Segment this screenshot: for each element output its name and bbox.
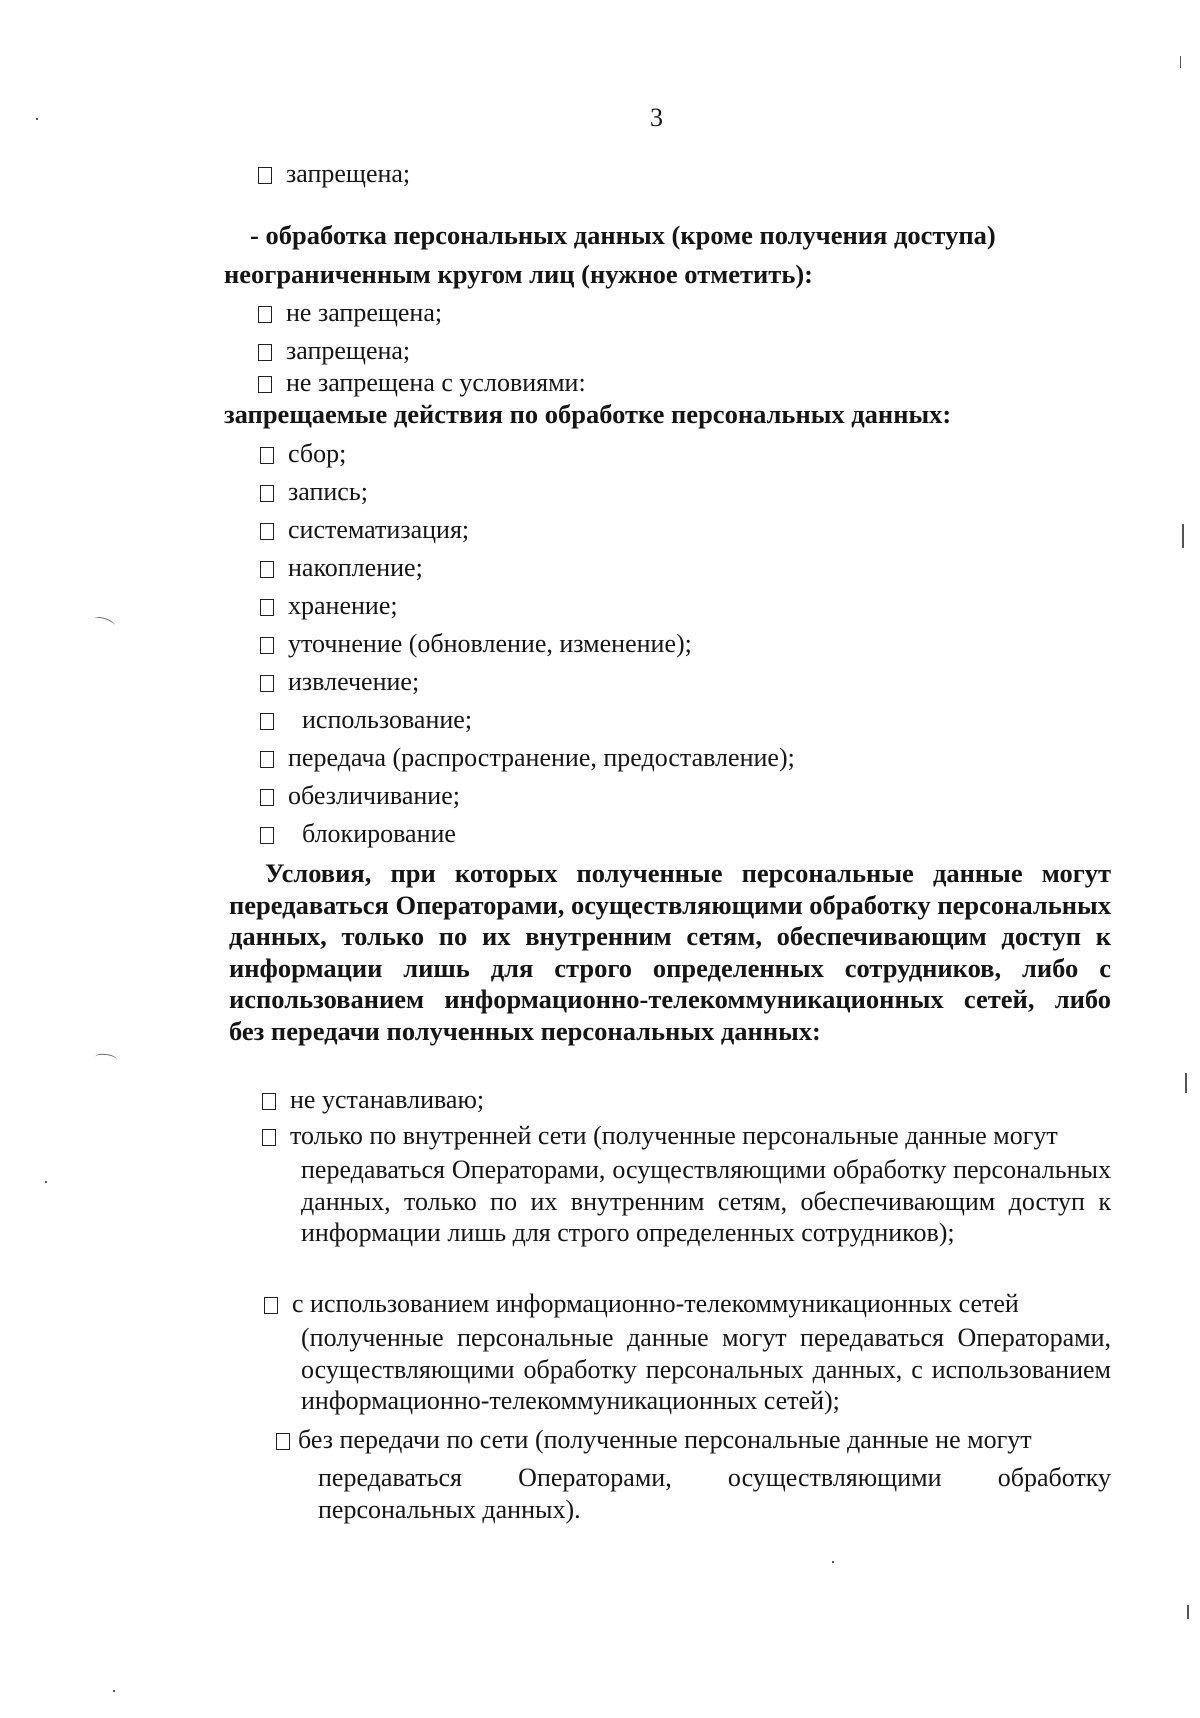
prohibited-actions-heading: запрещаемые действия по обработке персональных данных: [224, 399, 952, 429]
checkbox-label: не устанавливаю; [290, 1085, 485, 1114]
checkbox-icon[interactable] [276, 1433, 290, 1450]
checkbox-label: передача (распространение, предоставление); [288, 743, 795, 772]
scan-mark [832, 1561, 834, 1563]
scan-mark [45, 1181, 47, 1183]
checkbox-label: запрещена; [286, 159, 411, 188]
checkbox-icon[interactable] [260, 599, 274, 616]
checkbox-item[interactable] [260, 817, 456, 851]
option-description: (полученные персональные данные могут передаваться Операторами, осуществляющими обработку персональных данных, с использованием информационно-телекоммуникационных сетей); [301, 1323, 1111, 1415]
transfer-conditions-heading: Условия, при которых полученные персональные данные могут передаваться Операторами, осуществляющими обработку персональных данных, только по их внутренним сетям, обеспечивающим доступ к информации лишь для строго определенных сотрудников, либо с использованием информационно-телекоммуникационных сетей, либо без передачи полученных персональных данных: [229, 858, 1111, 1046]
processing-heading-line2: неограниченным кругом лиц (нужное отметить): [224, 259, 813, 289]
checkbox-item[interactable] [260, 475, 368, 509]
checkbox-item[interactable] [260, 551, 423, 585]
checkbox-item[interactable] [260, 665, 419, 699]
checkbox-item[interactable] [260, 513, 469, 547]
checkbox-icon[interactable] [260, 751, 274, 768]
checkbox-label: с использованием информационно-телекоммуникационных сетей [292, 1289, 1019, 1318]
checkbox-item[interactable] [260, 703, 472, 737]
checkbox-label: запись; [288, 477, 368, 506]
checkbox-label: только по внутренней сети (полученные персональные данные могут [290, 1121, 1058, 1150]
checkbox-label: использование; [302, 705, 473, 734]
checkbox-item[interactable] [260, 589, 398, 623]
checkbox-item[interactable] [258, 157, 410, 191]
checkbox-icon[interactable] [258, 167, 272, 184]
checkbox-label: не запрещена; [286, 298, 443, 327]
checkbox-item[interactable] [262, 1083, 484, 1117]
checkbox-label: накопление; [288, 553, 423, 582]
scan-mark [92, 615, 116, 630]
checkbox-item[interactable] [276, 1423, 1032, 1457]
checkbox-icon[interactable] [262, 1093, 276, 1110]
scan-mark [1182, 524, 1184, 548]
checkbox-item[interactable] [260, 437, 346, 471]
checkbox-label: без передачи по сети (полученные персональные данные не могут [298, 1425, 1032, 1454]
checkbox-icon[interactable] [262, 1129, 276, 1146]
checkbox-label: запрещена; [286, 336, 411, 365]
checkbox-label: обезличивание; [288, 781, 460, 810]
checkbox-icon[interactable] [260, 561, 274, 578]
scan-mark [36, 118, 38, 120]
checkbox-label: извлечение; [288, 667, 420, 696]
checkbox-icon[interactable] [260, 675, 274, 692]
scan-mark [94, 1053, 117, 1065]
checkbox-item[interactable] [260, 627, 692, 661]
checkbox-icon[interactable] [260, 637, 274, 654]
checkbox-item[interactable] [258, 296, 442, 330]
checkbox-icon[interactable] [260, 485, 274, 502]
checkbox-item[interactable] [262, 1119, 1058, 1153]
scan-mark [1187, 1605, 1189, 1619]
option-description: передаваться Операторами, осуществляющими обработку персональных данных). [318, 1463, 1111, 1524]
checkbox-icon[interactable] [260, 827, 274, 844]
option-description: передаваться Операторами, осуществляющими обработку персональных данных, только по их внутренним сетям, обеспечивающим доступ к информации лишь для строго определенных сотрудников); [301, 1155, 1111, 1247]
scan-mark [1180, 56, 1181, 68]
checkbox-icon[interactable] [260, 523, 274, 540]
checkbox-label: систематизация; [288, 515, 470, 544]
checkbox-icon[interactable] [260, 789, 274, 806]
checkbox-icon[interactable] [260, 713, 274, 730]
checkbox-item[interactable] [260, 741, 795, 775]
checkbox-icon[interactable] [260, 447, 274, 464]
checkbox-item[interactable] [264, 1287, 1019, 1321]
checkbox-icon[interactable] [258, 306, 272, 323]
checkbox-label: хранение; [288, 591, 398, 620]
processing-heading-line1: - обработка персональных данных (кроме получения доступа) [250, 220, 996, 250]
checkbox-item[interactable] [258, 334, 410, 368]
checkbox-item[interactable] [258, 366, 586, 400]
page-number: 3 [650, 103, 663, 132]
scan-mark [113, 1690, 115, 1692]
checkbox-icon[interactable] [264, 1297, 278, 1314]
checkbox-label: блокирование [302, 819, 456, 848]
checkbox-icon[interactable] [258, 376, 272, 393]
checkbox-label: уточнение (обновление, изменение); [288, 629, 692, 658]
checkbox-label: не запрещена с условиями: [286, 368, 586, 397]
checkbox-icon[interactable] [258, 344, 272, 361]
checkbox-label: сбор; [288, 439, 347, 468]
scan-mark [1185, 1073, 1187, 1093]
checkbox-item[interactable] [260, 779, 460, 813]
